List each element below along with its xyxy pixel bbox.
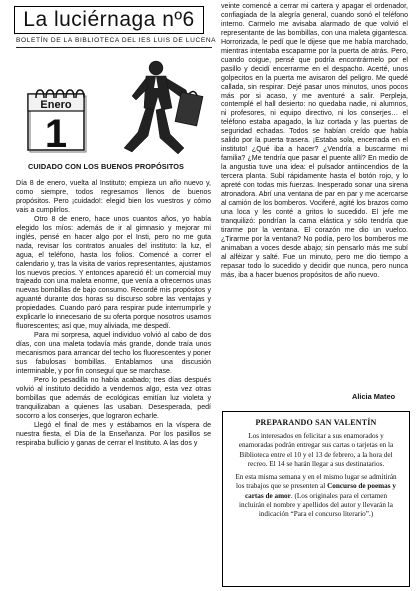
announcement-text: En esta misma semana y en el mismo lugar se admitirán los trabajos que se presenten al [235,473,397,491]
article-paragraph: Para mi sorpresa, aquel individuo volvió al cabo de dos días, con una maleta todavía más grande, donde traía unos mecanismos para arrancar del techo los fluorescentes y poner sus fabulosas bombillas. Entablamos una discusión interminable, y por fin conseguí que se marchase. [16,332,211,376]
masthead-subtitle: BOLETÍN DE LA BIBLIOTECA DEL IES LUIS DE LUCENA [16,37,217,44]
article-author: Alicia Mateo [352,392,396,401]
masthead-title: La luciérnaga nº6 [14,6,204,34]
contest-name: Concurso de poemas y cartas de amor [244,482,396,500]
article-right-column [221,3,408,281]
article-heading: CUIDADO CON LOS BUENOS PROPÓSITOS [28,162,185,171]
announcement-paragraph: Los interesados en felicitar a sus enamorados y enamoradas podrán entregar sus cartas o tarjetas en la Biblioteca entre el 10 y el 13 de febrero, a la hora del recreo. El 14 se harán llegar a sus destinatarios. [238,432,394,468]
article-paragraph: Llegó el final de mes y estábamos en la víspera de nuestra fiesta, el Día de la Enseñanza. Por los pasillos se respiraba bullicio y ganas de cerrar el Instituto. A las dos y [16,421,211,447]
announcement-title: PREPARANDO SAN VALENTÍN [255,418,377,427]
announcement-body [232,432,400,520]
subtitle-divider [16,47,212,48]
article-paragraph: Pero lo pesadilla no había acabado; tres días después volvió al instituto decidido a vendernos algo, esta vez otras bombillas que además de ecológicas emitían luz violeta y tranquilizaban a quienes las usaban. Desesperada, pedí socorro a los conserjes, que lograron echarle. [16,376,211,420]
announcement-box [222,411,410,587]
announcement-text: . (Los originales para el certamen incluirán el nombre y apellidos del autor y llevarán la indicación “Para el concurso literario”.) [239,491,393,519]
article-continuation: veinte comencé a cerrar mi cartera y apagar el ordenador, confiagiada de la alegría general, cuando sonó el teléfono interno. Carmelo me avisaba alarmado de que volvió el representante de las bombillas, con una maleta gigantesca. Horrorizada, le pedí que le dijese que me había marchado, mientras intentaba escaparme por la puerta de atrás. Pero, cuando coigue, pensé que podría encontrármelo por el pasillo y decidí encerrarme en el despacho. Acerté, unos golpecitos en la puerta me avisaron del peligro. Me quedé callada, sin respirar. Dejé pasar unos minutos, unos pocos más por si acaso, y me aventuré a salir. Perpleja, contemplé el hall desierto: no quedaba nadie, ni alumnos, ni profesores, ni equipo directivo, ni los conserjes… el teléfono estaba apagado, la luz cortada y las puertas de seguridad echadas. Todos se habían creído que había salido por la puerta trasera. ¡Estaba sola, encerrada en el instituto! ¿Qué iba a hacer? ¿Vendría a buscarme mi familia? ¿Me tendría que pasar el puente allí? En medio de la angustia tuve una idea: el pulsador antiincendios de la tercera planta. Subí rápidamente hasta el botón rojo, y lo apreté con todas mis fuerzas. Inesperado sonar una sirena atronadora. Abrí una ventana de par en par y me acercarse al camión de los bomberos. Vociferé, agité los brazos como una loca y les conté a gritos lo sucedido. El jefe me tranquilizó: pondrían la cama elástica y sólo tendría que tirarme por la ventana. El corazón me dio un vuelco. ¿Tirarme por la ventana? No podía, pero los bomberos me animaban a voces desde abajo; sin pensarlo más me subí al alféizar y salté. Fue un minuto, pero me dio tiempo a repasar todo lo sucedido y decidir que nunca, pero nunca más, iba a hacer buenos propósitos de año nuevo. [221,3,408,279]
article-paragraph: Otro 8 de enero, hace unos cuantos años, yo había elegido los míos: además de ir al gimnasio y mejorar mi inglés, pensé en hacer algo por el Insti, pero no me guta nada, revisar los contratos anuales del instituto: la luz, el agua, el teléfono, hasta los folios. Comencé a correr el calendario y, tras la visita de varios representantes, ajustamos los nuevos precios. Y entonces apareció él: un comercial muy trajeado con una maleta enorme, que venía a ofrecernos unas nuevas bombillas de bajo consumo. Recordé mis propósitos y aguanté durante dos horas su discurso sobre las ventajas y propiedades. Cuando paró para respirar pude interrumpirle y explicarle lo innecesario de su oferta porque nosotros usamos fluorescentes; así que, muy aliviada, me despedí. [16,215,211,331]
calendar-month: Enero [40,99,72,111]
calendar-icon [24,84,88,154]
article-paragraph: Día 8 de enero, vuelta al Instituto; empieza un año nuevo y, como siempre, todos regresamos llenos de buenos propósitos. Pero ¡cuidado!: elegid bien los vuestros y cómo vais a cumplirlos. [16,180,211,214]
businessman-icon [96,56,206,160]
article-left-column [16,180,211,449]
announcement-paragraph [232,473,400,519]
calendar-day: 1 [44,112,68,154]
